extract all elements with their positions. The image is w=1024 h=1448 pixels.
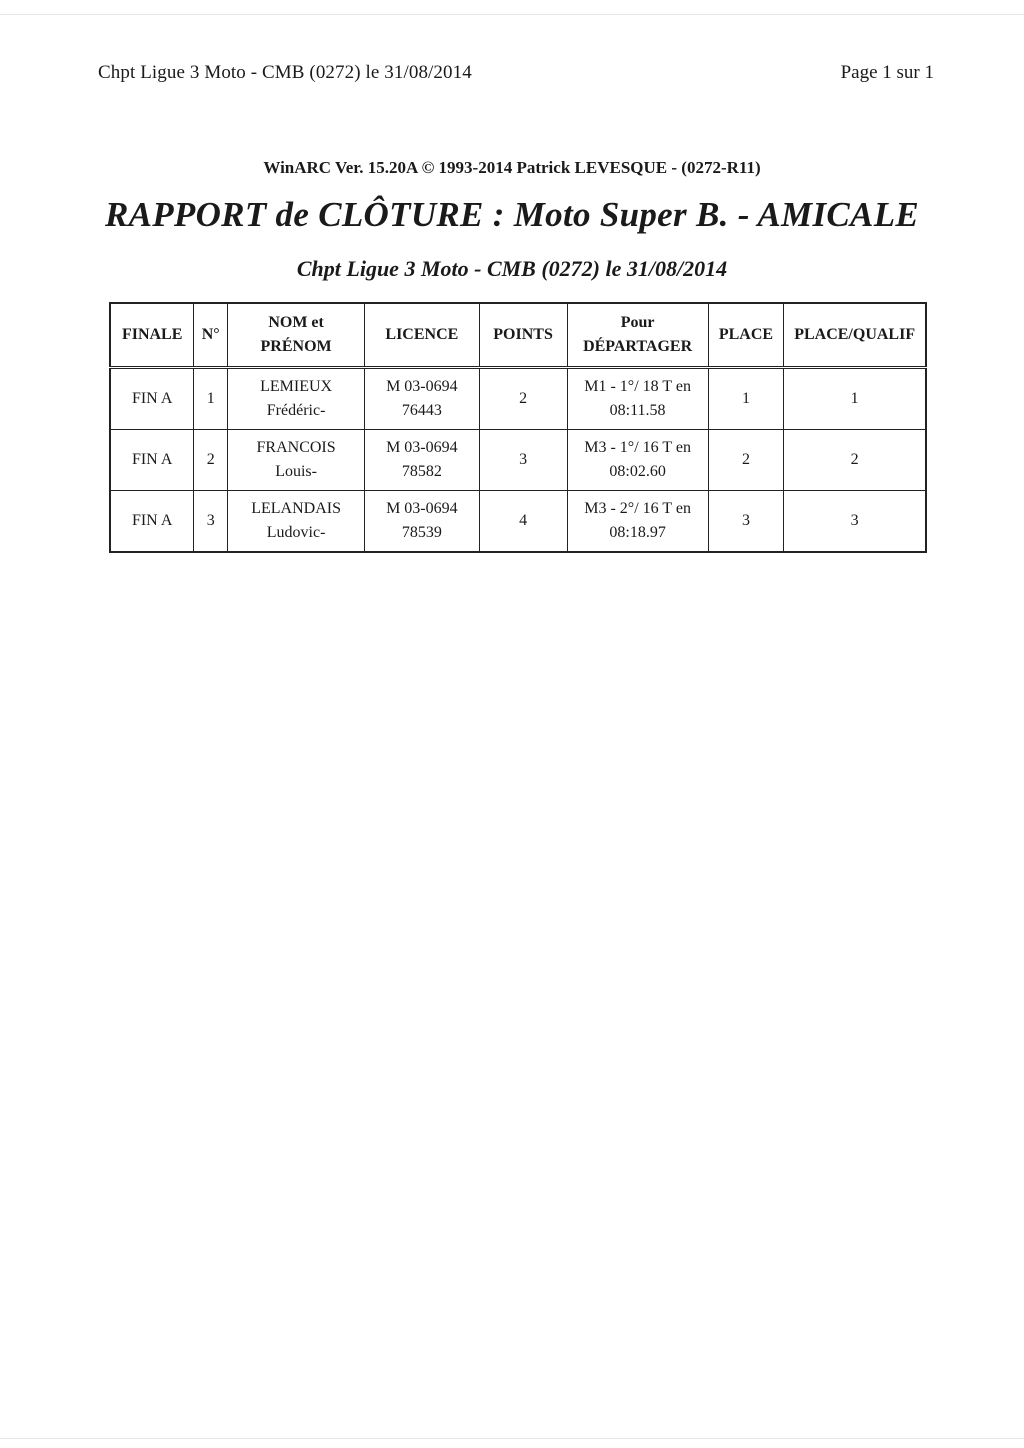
page-number: Page 1 sur 1 [840, 62, 934, 83]
report-title: RAPPORT de CLÔTURE : Moto Super B. - AMICALE [104, 195, 920, 234]
column-header-tiebreak-line1: Pour [620, 314, 655, 331]
cell-name [228, 491, 365, 553]
cell-place-qualif: 3 [784, 491, 926, 553]
cell-place-qualif: 2 [784, 430, 926, 491]
cell-licence-line1: M 03-0694 [386, 378, 458, 395]
cell-finale: FIN A [110, 430, 194, 491]
cell-tiebreak [567, 491, 708, 553]
cell-finale: FIN A [110, 368, 194, 430]
table-row [110, 430, 926, 491]
cell-name [228, 368, 365, 430]
scan-artifact-bottom [0, 1438, 1024, 1439]
cell-points: 4 [479, 491, 567, 553]
cell-licence [365, 430, 480, 491]
cell-place-qualif: 1 [784, 368, 926, 430]
cell-licence-line1: M 03-0694 [386, 439, 458, 456]
column-header-no: N° [194, 303, 228, 368]
cell-licence [365, 368, 480, 430]
column-header-place-qualif: PLACE/QUALIF [784, 303, 926, 368]
cell-firstname: Ludovic- [266, 524, 326, 541]
column-header-finale: FINALE [110, 303, 194, 368]
page-header-event: Chpt Ligue 3 Moto - CMB (0272) le 31/08/2014 [98, 62, 472, 83]
cell-tiebreak [567, 368, 708, 430]
cell-lastname: LEMIEUX [260, 378, 333, 395]
cell-lastname: FRANCOIS [256, 439, 336, 456]
cell-tiebreak-line2: 08:02.60 [609, 463, 666, 480]
column-header-licence: LICENCE [365, 303, 480, 368]
cell-tiebreak-line1: M1 - 1°/ 18 T en [584, 378, 691, 395]
cell-firstname: Frédéric- [266, 402, 326, 419]
cell-tiebreak [567, 430, 708, 491]
cell-tiebreak-line2: 08:18.97 [609, 524, 666, 541]
cell-tiebreak-line1: M3 - 1°/ 16 T en [584, 439, 691, 456]
table-header-row [110, 303, 926, 368]
cell-licence [365, 491, 480, 553]
scan-artifact-top [0, 14, 1024, 15]
cell-place: 1 [708, 368, 784, 430]
column-header-points: POINTS [479, 303, 567, 368]
cell-place: 3 [708, 491, 784, 553]
cell-no: 2 [194, 430, 228, 491]
column-header-place: PLACE [708, 303, 784, 368]
cell-lastname: LELANDAIS [251, 500, 341, 517]
table-row [110, 368, 926, 430]
cell-no: 1 [194, 368, 228, 430]
table-row [110, 491, 926, 553]
cell-licence-line2: 76443 [401, 402, 442, 419]
column-header-name [228, 303, 365, 368]
cell-licence-line2: 78539 [401, 524, 442, 541]
cell-points: 3 [479, 430, 567, 491]
cell-firstname: Louis- [275, 463, 317, 480]
cell-finale: FIN A [110, 491, 194, 553]
cell-licence-line1: M 03-0694 [386, 500, 458, 517]
cell-tiebreak-line2: 08:11.58 [609, 402, 666, 419]
results-table [109, 302, 927, 553]
report-subtitle: Chpt Ligue 3 Moto - CMB (0272) le 31/08/2014 [296, 256, 728, 281]
cell-tiebreak-line1: M3 - 2°/ 16 T en [584, 500, 691, 517]
software-version: WinARC Ver. 15.20A © 1993-2014 Patrick LEVESQUE - (0272-R11) [263, 158, 761, 177]
cell-no: 3 [194, 491, 228, 553]
cell-licence-line2: 78582 [401, 463, 442, 480]
column-header-tiebreak-line2: DÉPARTAGER [583, 338, 693, 355]
cell-points: 2 [479, 368, 567, 430]
cell-place: 2 [708, 430, 784, 491]
column-header-name-line1: NOM et [268, 314, 324, 331]
column-header-tiebreak [567, 303, 708, 368]
column-header-name-line2: PRÉNOM [260, 338, 332, 355]
cell-name [228, 430, 365, 491]
